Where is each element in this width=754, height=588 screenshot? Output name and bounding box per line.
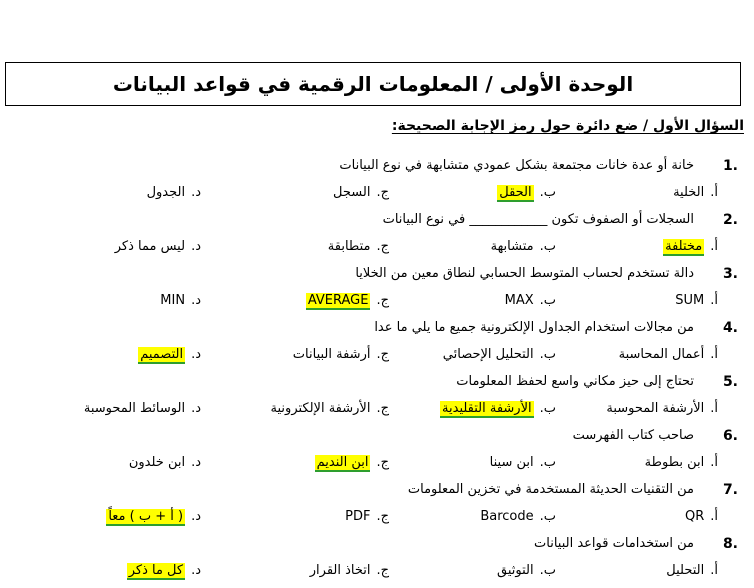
- answer-option[interactable]: [675, 293, 718, 308]
- answer-option[interactable]: [328, 239, 389, 254]
- option-text-highlighted: ابن النديم: [316, 455, 369, 470]
- answer-option[interactable]: [138, 347, 201, 362]
- option-letter: ب.: [539, 401, 556, 416]
- option-text-highlighted: الأرشفة التقليدية: [442, 401, 532, 416]
- page-title: [5, 62, 741, 106]
- option-text-highlighted: التصميم: [140, 347, 184, 362]
- option-letter: أ.: [710, 347, 718, 362]
- option-text: MIN: [160, 293, 186, 308]
- answer-option[interactable]: [106, 509, 201, 524]
- question-number: 5.: [722, 374, 738, 390]
- option-letter: ب.: [539, 293, 556, 308]
- question-7: [0, 482, 754, 524]
- answer-option[interactable]: [345, 509, 389, 524]
- option-text: أعمال المحاسبة: [618, 347, 705, 362]
- option-letter: د.: [191, 347, 201, 362]
- option-text: أرشفة البيانات: [292, 347, 371, 362]
- answer-option[interactable]: [129, 455, 201, 470]
- option-letter: أ.: [710, 455, 718, 470]
- option-text-highlighted: الحقل: [499, 185, 532, 200]
- answer-option[interactable]: [663, 239, 718, 254]
- section-heading: السؤال الأول / ضع دائرة حول رمز الإجابة الصحيحة:: [391, 118, 744, 134]
- option-text-highlighted: ( أ + ب ) معاً: [108, 509, 184, 524]
- answer-option[interactable]: [497, 563, 556, 578]
- option-text: الوسائط المحوسبة: [83, 401, 186, 416]
- question-number: 3.: [722, 266, 738, 282]
- answer-option[interactable]: [685, 509, 718, 524]
- answer-option[interactable]: [505, 293, 556, 308]
- option-text: التحليل الإحصائي: [442, 347, 534, 362]
- answer-option[interactable]: [666, 563, 718, 578]
- question-8: [0, 536, 754, 578]
- option-letter: ب.: [539, 347, 556, 362]
- option-text: الأرشفة الإلكترونية: [270, 401, 371, 416]
- option-text: ليس مما ذكر: [114, 239, 186, 254]
- option-letter: ب.: [539, 509, 556, 524]
- option-text: PDF: [345, 509, 371, 524]
- option-letter: ج.: [376, 239, 389, 254]
- answer-option[interactable]: [443, 347, 556, 362]
- option-text: الجدول: [146, 185, 186, 200]
- option-text: QR: [684, 509, 705, 524]
- option-letter: ج.: [376, 185, 389, 200]
- option-letter: أ.: [710, 185, 718, 200]
- page-title-text: الوحدة الأولى / المعلومات الرقمية في قواعد البيانات: [112, 72, 634, 96]
- question-number: 6.: [722, 428, 738, 444]
- answer-option[interactable]: [645, 455, 718, 470]
- option-text: متشابهة: [490, 239, 534, 254]
- answer-option[interactable]: [673, 185, 718, 200]
- option-text: SUM: [675, 293, 705, 308]
- answer-option[interactable]: [606, 401, 718, 416]
- answer-option[interactable]: [293, 347, 389, 362]
- option-letter: ب.: [539, 185, 556, 200]
- answer-option[interactable]: [271, 401, 389, 416]
- answer-option[interactable]: [491, 239, 556, 254]
- option-letter: أ.: [710, 509, 718, 524]
- answer-option[interactable]: [333, 185, 389, 200]
- option-letter: أ.: [710, 401, 718, 416]
- answer-option[interactable]: [84, 401, 201, 416]
- option-text: MAX: [504, 293, 534, 308]
- question-number: 4.: [722, 320, 738, 336]
- option-text: متطابقة: [327, 239, 371, 254]
- answer-option[interactable]: [315, 455, 389, 470]
- question-text: خانة أو عدة خانات مجتمعة بشكل عمودي متشابهة في نوع البيانات: [339, 158, 694, 173]
- option-letter: ج.: [376, 401, 389, 416]
- option-text: Barcode: [480, 509, 534, 524]
- answer-option[interactable]: [115, 239, 201, 254]
- option-text: ابن بطوطة: [644, 455, 705, 470]
- question-text: من التقنيات الحديثة المستخدمة في تخزين المعلومات: [407, 482, 694, 497]
- question-3: [0, 266, 754, 308]
- answer-option[interactable]: [497, 185, 556, 200]
- answer-option[interactable]: [310, 563, 389, 578]
- option-letter: أ.: [710, 293, 718, 308]
- question-text: من استخدامات قواعد البيانات: [534, 536, 694, 551]
- question-6: [0, 428, 754, 470]
- option-text: ابن خلدون: [128, 455, 186, 470]
- option-letter: د.: [191, 185, 201, 200]
- question-4: [0, 320, 754, 362]
- option-letter: د.: [191, 401, 201, 416]
- question-2: [0, 212, 754, 254]
- option-letter: ب.: [539, 563, 556, 578]
- answer-option[interactable]: [480, 509, 556, 524]
- question-text: من مجالات استخدام الجداول الإلكترونية جميع ما يلي ما عدا: [374, 320, 694, 335]
- option-letter: د.: [191, 509, 201, 524]
- option-text: ابن سينا: [489, 455, 534, 470]
- option-letter: د.: [191, 455, 201, 470]
- option-text: الأرشفة المحوسبة: [606, 401, 705, 416]
- option-letter: ج.: [376, 509, 389, 524]
- option-text: السجل: [333, 185, 371, 200]
- question-text: دالة تستخدم لحساب المتوسط الحسابي لنطاق معين من الخلايا: [355, 266, 694, 281]
- question-text: السجلات أو الصفوف تكون ____________ في نوع البيانات: [382, 212, 694, 227]
- option-letter: أ.: [710, 239, 718, 254]
- answer-option[interactable]: [490, 455, 556, 470]
- option-text-highlighted: كل ما ذكر: [128, 563, 184, 578]
- question-1: [0, 158, 754, 200]
- option-letter: ج.: [376, 455, 389, 470]
- question-number: 1.: [722, 158, 738, 174]
- answer-option[interactable]: [306, 293, 389, 308]
- option-text: الخلية: [673, 185, 705, 200]
- option-text: التوثيق: [497, 563, 534, 578]
- option-letter: ج.: [376, 347, 389, 362]
- option-text-highlighted: AVERAGE: [307, 293, 369, 308]
- question-text: صاحب كتاب الفهرست: [572, 428, 694, 443]
- option-letter: ج.: [376, 293, 389, 308]
- option-letter: د.: [191, 563, 201, 578]
- answer-option[interactable]: [127, 563, 201, 578]
- option-letter: د.: [191, 293, 201, 308]
- answer-option[interactable]: [147, 185, 201, 200]
- option-letter: د.: [191, 239, 201, 254]
- question-text: تحتاج إلى حيز مكاني واسع لحفظ المعلومات: [456, 374, 694, 389]
- answer-option[interactable]: [619, 347, 718, 362]
- question-number: 8.: [722, 536, 738, 552]
- question-5: [0, 374, 754, 416]
- option-text-highlighted: مختلفة: [665, 239, 703, 254]
- option-letter: ج.: [376, 563, 389, 578]
- answer-option[interactable]: [440, 401, 556, 416]
- option-text: التحليل: [666, 563, 705, 578]
- answer-option[interactable]: [160, 293, 201, 308]
- question-number: 2.: [722, 212, 738, 228]
- question-number: 7.: [722, 482, 738, 498]
- option-letter: أ.: [710, 563, 718, 578]
- option-letter: ب.: [539, 455, 556, 470]
- option-letter: ب.: [539, 239, 556, 254]
- option-text: اتخاذ القرار: [309, 563, 371, 578]
